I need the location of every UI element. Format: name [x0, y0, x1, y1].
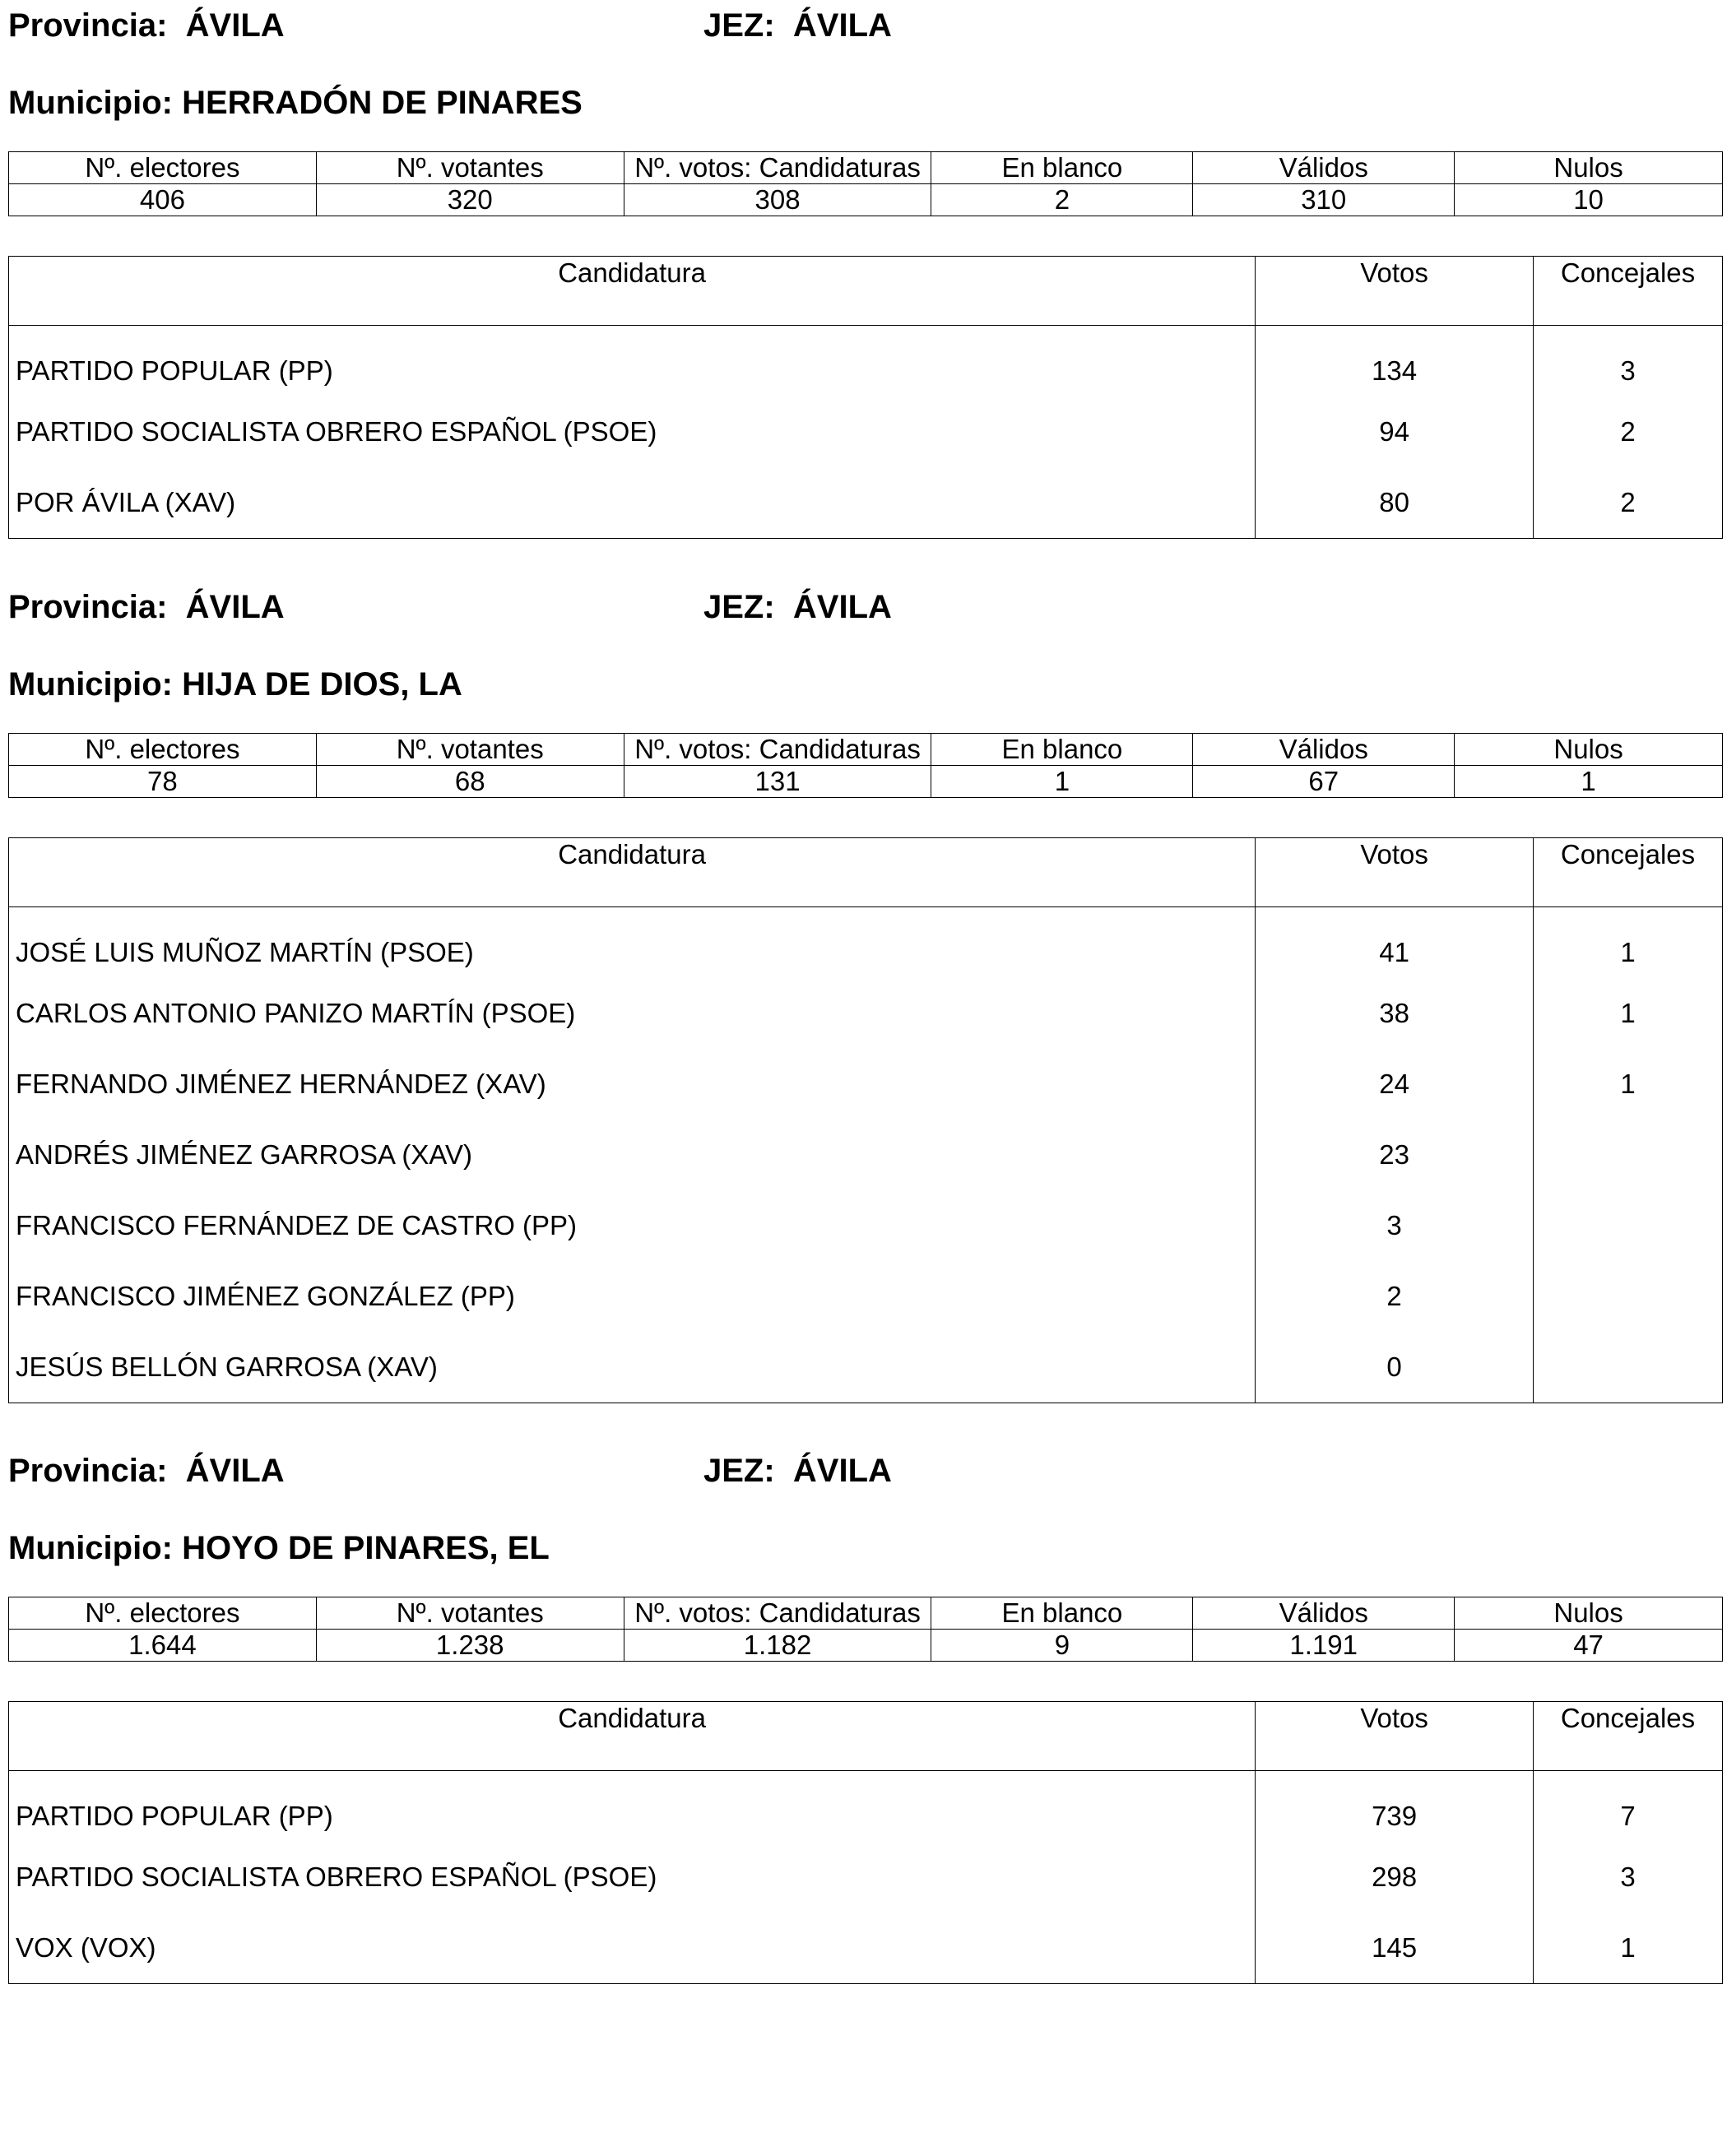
- candidate-votos: 38: [1256, 978, 1534, 1049]
- stats-header-electores: Nº. electores: [9, 1597, 317, 1630]
- stats-header-electores: Nº. electores: [9, 152, 317, 184]
- candidate-name: FERNANDO JIMÉNEZ HERNÁNDEZ (XAV): [9, 1049, 1256, 1120]
- municipio-label: Municipio:: [8, 1530, 173, 1566]
- candidate-row: [9, 1190, 1723, 1261]
- stats-en-blanco: 9: [931, 1630, 1193, 1662]
- candidate-name: PARTIDO SOCIALISTA OBRERO ESPAÑOL (PSOE): [9, 1842, 1256, 1913]
- stats-header-validos: Válidos: [1193, 152, 1455, 184]
- stats-value-row: [9, 766, 1723, 798]
- stats-en-blanco: 1: [931, 766, 1193, 798]
- stats-nulos: 10: [1455, 184, 1723, 216]
- candidate-concejales: 2: [1534, 467, 1723, 539]
- jez-value: ÁVILA: [792, 1453, 892, 1489]
- candidate-name: FRANCISCO JIMÉNEZ GONZÁLEZ (PP): [9, 1261, 1256, 1332]
- jez-value: ÁVILA: [792, 7, 892, 44]
- stats-header-votos-candidaturas: Nº. votos: Candidaturas: [624, 1597, 931, 1630]
- municipio-label: Municipio:: [8, 85, 173, 121]
- candidate-row: [9, 1049, 1723, 1120]
- header-concejales: Concejales: [1534, 838, 1723, 907]
- header-votos: Votos: [1256, 257, 1534, 326]
- candidate-concejales: 1: [1534, 1913, 1723, 1984]
- stats-en-blanco: 2: [931, 184, 1193, 216]
- header-candidatura: Candidatura: [9, 257, 1256, 326]
- stats-header-row: [9, 1597, 1723, 1630]
- stats-header-row: [9, 152, 1723, 184]
- stats-header-row: [9, 734, 1723, 766]
- stats-electores: 1.644: [9, 1630, 317, 1662]
- jez-label: JEZ:: [703, 7, 775, 44]
- provincia-value: ÁVILA: [185, 1453, 285, 1489]
- candidate-concejales: [1534, 1190, 1723, 1261]
- candidate-concejales: 3: [1534, 326, 1723, 397]
- stats-header-votos-candidaturas: Nº. votos: Candidaturas: [624, 152, 931, 184]
- candidate-row: [9, 978, 1723, 1049]
- candidate-votos: 24: [1256, 1049, 1534, 1120]
- provincia-line: [8, 0, 1723, 51]
- stats-header-votantes: Nº. votantes: [316, 1597, 624, 1630]
- candidate-votos: 0: [1256, 1332, 1534, 1403]
- stats-votantes: 68: [316, 766, 624, 798]
- municipio-block: [8, 0, 1723, 539]
- stats-nulos: 1: [1455, 766, 1723, 798]
- stats-header-nulos: Nulos: [1455, 734, 1723, 766]
- candidates-header-row: [9, 1702, 1723, 1771]
- candidate-row: [9, 467, 1723, 539]
- candidate-concejales: [1534, 1261, 1723, 1332]
- candidate-concejales: 3: [1534, 1842, 1723, 1913]
- header-concejales: Concejales: [1534, 257, 1723, 326]
- candidate-votos: 23: [1256, 1120, 1534, 1190]
- candidate-concejales: 7: [1534, 1771, 1723, 1843]
- header-votos: Votos: [1256, 1702, 1534, 1771]
- stats-header-votos-candidaturas: Nº. votos: Candidaturas: [624, 734, 931, 766]
- candidates-table: [8, 837, 1723, 1403]
- stats-value-row: [9, 1630, 1723, 1662]
- candidate-row: [9, 1261, 1723, 1332]
- stats-validos: 1.191: [1193, 1630, 1455, 1662]
- candidate-row: [9, 1842, 1723, 1913]
- candidate-name: POR ÁVILA (XAV): [9, 467, 1256, 539]
- stats-nulos: 47: [1455, 1630, 1723, 1662]
- candidate-row: [9, 1120, 1723, 1190]
- provincia-line: [8, 1445, 1723, 1496]
- candidate-name: PARTIDO POPULAR (PP): [9, 326, 1256, 397]
- candidate-row: [9, 1913, 1723, 1984]
- candidate-row: [9, 1771, 1723, 1843]
- jez-value: ÁVILA: [792, 589, 892, 625]
- stats-header-en-blanco: En blanco: [931, 1597, 1193, 1630]
- stats-header-nulos: Nulos: [1455, 1597, 1723, 1630]
- provincia-value: ÁVILA: [185, 589, 285, 625]
- municipio-block: [8, 1445, 1723, 1984]
- provincia-label: Provincia:: [8, 589, 168, 625]
- provincia-label: Provincia:: [8, 7, 168, 44]
- header-candidatura: Candidatura: [9, 1702, 1256, 1771]
- candidate-name: FRANCISCO FERNÁNDEZ DE CASTRO (PP): [9, 1190, 1256, 1261]
- stats-validos: 310: [1193, 184, 1455, 216]
- candidate-concejales: 1: [1534, 907, 1723, 979]
- candidate-votos: 739: [1256, 1771, 1534, 1843]
- candidate-concejales: [1534, 1120, 1723, 1190]
- stats-header-validos: Válidos: [1193, 1597, 1455, 1630]
- jez-label: JEZ:: [703, 1453, 775, 1489]
- stats-votos-candidaturas: 131: [624, 766, 931, 798]
- municipio-value: HIJA DE DIOS, LA: [182, 666, 462, 702]
- candidate-row: [9, 907, 1723, 979]
- stats-value-row: [9, 184, 1723, 216]
- provincia-value: ÁVILA: [185, 7, 285, 44]
- candidate-concejales: 1: [1534, 1049, 1723, 1120]
- candidates-table: [8, 1701, 1723, 1984]
- candidates-table: [8, 256, 1723, 539]
- stats-header-votantes: Nº. votantes: [316, 734, 624, 766]
- stats-header-nulos: Nulos: [1455, 152, 1723, 184]
- municipio-block: [8, 582, 1723, 1403]
- stats-table: [8, 1597, 1723, 1662]
- jez-label: JEZ:: [703, 589, 775, 625]
- candidate-votos: 298: [1256, 1842, 1534, 1913]
- candidate-votos: 3: [1256, 1190, 1534, 1261]
- candidate-votos: 41: [1256, 907, 1534, 979]
- candidate-row: [9, 1332, 1723, 1403]
- candidate-name: JESÚS BELLÓN GARROSA (XAV): [9, 1332, 1256, 1403]
- stats-electores: 78: [9, 766, 317, 798]
- candidate-name: ANDRÉS JIMÉNEZ GARROSA (XAV): [9, 1120, 1256, 1190]
- candidates-header-row: [9, 257, 1723, 326]
- candidate-votos: 80: [1256, 467, 1534, 539]
- stats-table: [8, 151, 1723, 216]
- municipio-label: Municipio:: [8, 666, 173, 702]
- candidate-votos: 2: [1256, 1261, 1534, 1332]
- municipio-title: [8, 1523, 1723, 1574]
- candidate-row: [9, 326, 1723, 397]
- candidate-name: PARTIDO SOCIALISTA OBRERO ESPAÑOL (PSOE): [9, 396, 1256, 467]
- municipio-value: HERRADÓN DE PINARES: [182, 85, 583, 121]
- candidate-votos: 145: [1256, 1913, 1534, 1984]
- jez-line: [703, 0, 892, 51]
- candidate-name: VOX (VOX): [9, 1913, 1256, 1984]
- stats-header-en-blanco: En blanco: [931, 152, 1193, 184]
- candidate-name: JOSÉ LUIS MUÑOZ MARTÍN (PSOE): [9, 907, 1256, 979]
- jez-line: [703, 582, 892, 633]
- candidate-votos: 94: [1256, 396, 1534, 467]
- candidate-row: [9, 396, 1723, 467]
- candidate-concejales: 2: [1534, 396, 1723, 467]
- provincia-label: Provincia:: [8, 1453, 168, 1489]
- stats-votantes: 1.238: [316, 1630, 624, 1662]
- stats-table: [8, 733, 1723, 798]
- candidate-name: CARLOS ANTONIO PANIZO MARTÍN (PSOE): [9, 978, 1256, 1049]
- stats-header-votantes: Nº. votantes: [316, 152, 624, 184]
- header-concejales: Concejales: [1534, 1702, 1723, 1771]
- candidate-concejales: 1: [1534, 978, 1723, 1049]
- candidate-concejales: [1534, 1332, 1723, 1403]
- candidate-votos: 134: [1256, 326, 1534, 397]
- jez-line: [703, 1445, 892, 1496]
- municipio-value: HOYO DE PINARES, EL: [182, 1530, 550, 1566]
- stats-header-validos: Válidos: [1193, 734, 1455, 766]
- stats-header-electores: Nº. electores: [9, 734, 317, 766]
- municipio-title: [8, 77, 1723, 128]
- stats-votantes: 320: [316, 184, 624, 216]
- stats-header-en-blanco: En blanco: [931, 734, 1193, 766]
- stats-votos-candidaturas: 308: [624, 184, 931, 216]
- provincia-line: [8, 582, 1723, 633]
- stats-votos-candidaturas: 1.182: [624, 1630, 931, 1662]
- candidate-name: PARTIDO POPULAR (PP): [9, 1771, 1256, 1843]
- header-candidatura: Candidatura: [9, 838, 1256, 907]
- stats-electores: 406: [9, 184, 317, 216]
- candidates-header-row: [9, 838, 1723, 907]
- header-votos: Votos: [1256, 838, 1534, 907]
- stats-validos: 67: [1193, 766, 1455, 798]
- municipio-title: [8, 659, 1723, 710]
